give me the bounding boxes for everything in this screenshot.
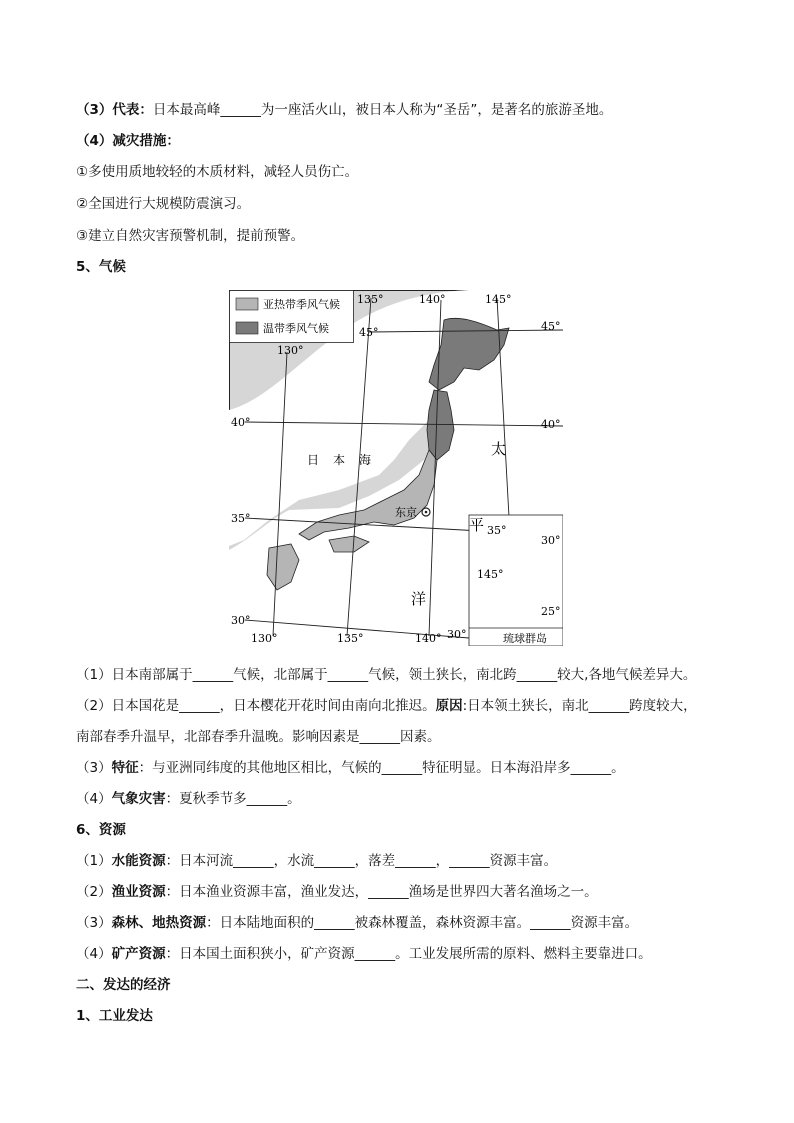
q4-text: ：夏秋季节多______。 — [165, 791, 301, 807]
r1-text: ：日本河流______，水流______，落差______，______资源丰富。 — [165, 853, 558, 869]
ocean-label-2: 平 — [469, 516, 485, 534]
section-climate: 5、气候 — [76, 259, 126, 275]
q4-label: 气象灾害 — [111, 791, 166, 807]
q2-reason: :日本领土狭长，南北______跨度较大， — [462, 698, 697, 714]
section-resources: 6、资源 — [76, 822, 126, 838]
japan-climate-map — [229, 290, 563, 646]
r2-label: 渔业资源 — [111, 884, 166, 900]
q3-num: （3） — [76, 760, 112, 776]
inset-lat-30: 30° — [541, 534, 561, 547]
lon-140-top: 140° — [419, 293, 446, 306]
legend-swatch-subtropical — [236, 298, 258, 310]
lon-135-top: 135° — [357, 293, 384, 306]
lat-40-left: 40° — [231, 416, 251, 429]
r3-label: 森林、地热资源 — [111, 915, 207, 931]
legend-subtropical: 亚热带季风气候 — [263, 298, 340, 311]
section-industry: 1、工业发达 — [76, 1008, 153, 1024]
r2-num: （2） — [76, 884, 112, 900]
lon-130-bottom: 130° — [251, 632, 278, 645]
q3-text: ：与亚洲同纬度的其他地区相比，气候的______特征明显。日本海沿岸多______。 — [138, 760, 625, 776]
resource-water — [76, 851, 557, 871]
measure-3: ③建立自然灾害预警机制，提前预警。 — [76, 228, 305, 244]
lat-45-left: 45° — [359, 326, 379, 339]
r1-label: 水能资源 — [111, 853, 166, 869]
r3-text: ：日本陆地面积的______被森林覆盖，森林资源丰富。______资源丰富。 — [206, 915, 639, 931]
climate-q1: （1）日本南部属于______气候，北部属于______气候，领土狭长，南北跨______较大,各地气候差异大。 — [76, 667, 697, 683]
q2-reason-label: 原因 — [435, 698, 463, 714]
lon-135-bottom: 135° — [337, 632, 364, 645]
lat-30-left: 30° — [231, 614, 251, 627]
ocean-label-3: 洋 — [411, 590, 427, 608]
climate-q2 — [76, 696, 697, 716]
measure-2: ②全国进行大规模防震演习。 — [76, 196, 251, 212]
sea-label-2: 本 — [333, 453, 346, 467]
lon-140-bottom: 140° — [415, 632, 442, 645]
q2-text: （2）日本国花是______，日本樱花开花时间由南向北推迟。 — [76, 698, 436, 714]
text-fuji: 日本最高峰______为一座活火山，被日本人称为“圣岳”，是著名的旅游圣地。 — [152, 102, 613, 118]
lat-35-right: 35° — [487, 524, 507, 537]
section-economy: 二、发达的经济 — [76, 977, 171, 993]
resource-mineral — [76, 944, 652, 964]
q3-label: 特征 — [111, 760, 139, 776]
lat-45-right: 45° — [541, 320, 561, 333]
sea-label-3: 海 — [359, 453, 372, 467]
sea-label-1: 日 — [307, 453, 320, 467]
resource-fishery — [76, 882, 598, 902]
heading-disaster-measures: （4）减灾措施： — [76, 133, 180, 149]
inset-title: 琉球群岛 — [503, 632, 547, 645]
inset-lon-145: 145° — [477, 568, 504, 581]
label-representative: （3）代表： — [76, 102, 153, 118]
legend-temperate: 温带季风气候 — [263, 322, 329, 335]
lon-130-left: 130° — [277, 344, 304, 357]
climate-q2-cont: 南部春季升温早，北部春季升温晚。影响因素是______因素。 — [76, 729, 441, 745]
r4-num: （4） — [76, 946, 112, 962]
inset-lat-30-bottom: 30° — [447, 628, 467, 641]
measure-1: ①多使用质地较轻的木质材料，减轻人员伤亡。 — [76, 164, 359, 180]
resource-forest — [76, 913, 638, 933]
lon-145-top: 145° — [485, 293, 512, 306]
lat-35-left: 35° — [231, 512, 251, 525]
inset-lat-25: 25° — [541, 605, 561, 618]
lat-40-right: 40° — [541, 418, 561, 431]
r4-label: 矿产资源 — [111, 946, 166, 962]
climate-q4 — [76, 789, 301, 809]
climate-q3 — [76, 758, 625, 778]
legend-swatch-temperate — [236, 322, 258, 334]
ocean-label-1: 太 — [491, 440, 507, 458]
r1-num: （1） — [76, 853, 112, 869]
city-tokyo: 东京 — [395, 506, 417, 519]
r4-text: ：日本国土面积狭小，矿产资源______。工业发展所需的原料、燃料主要靠进口。 — [165, 946, 652, 962]
r3-num: （3） — [76, 915, 112, 931]
r2-text: ：日本渔业资源丰富，渔业发达，______渔场是世界四大著名渔场之一。 — [165, 884, 598, 900]
line-fuji — [76, 100, 612, 120]
q4-num: （4） — [76, 791, 112, 807]
